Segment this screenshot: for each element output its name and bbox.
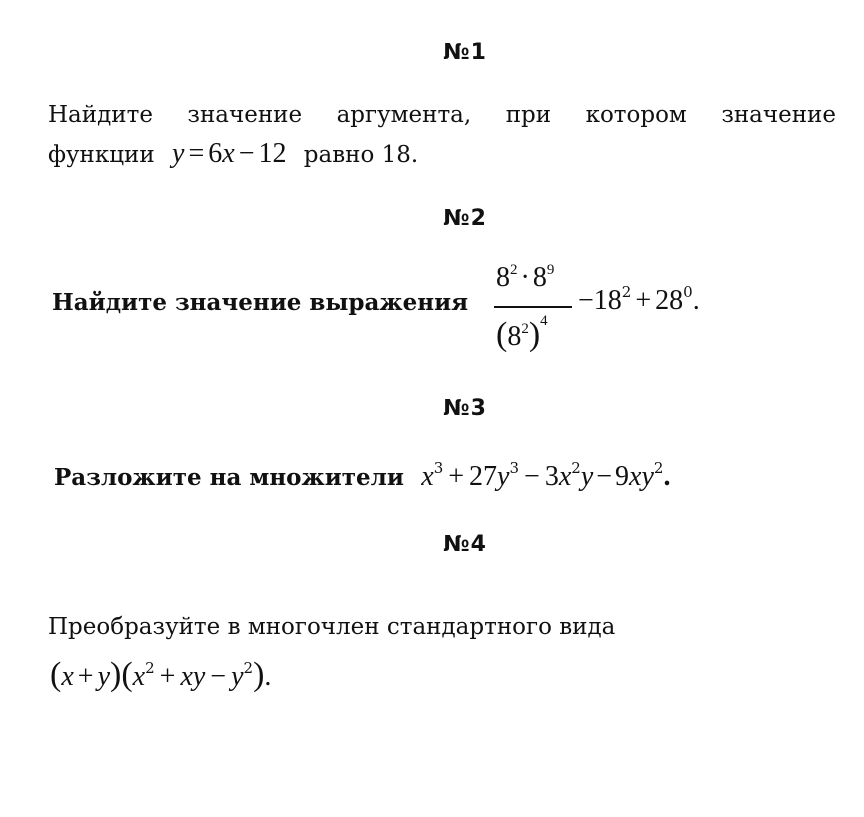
problem-1-number: №1 [443, 40, 487, 65]
num-exp-2: 9 [546, 262, 555, 278]
expr-x: x [629, 461, 642, 492]
tail-plus: + [635, 285, 652, 316]
problem-4-number: №4 [443, 532, 487, 557]
problem-1-word: Найдите [48, 102, 153, 128]
expr-paren: ( [121, 656, 133, 693]
expr-y: y [641, 461, 654, 492]
problem-1-formula [172, 138, 294, 169]
expr-y: y [497, 461, 510, 492]
formula-minus: − [238, 138, 255, 169]
expr-x: x [61, 661, 74, 692]
tail-base-2: 28 [655, 285, 684, 316]
problem-3-number: №3 [443, 396, 487, 421]
problem-1-word: котором [585, 102, 687, 128]
expr-x: x [132, 661, 146, 692]
fraction-numerator [496, 262, 554, 294]
expr-op: − [596, 461, 613, 492]
den-exp-inner: 2 [521, 321, 529, 337]
den-base: 8 [507, 321, 522, 352]
problem-3-expression [421, 459, 671, 492]
problem-1-line-1 [48, 102, 836, 128]
expr-coef: 3 [544, 461, 559, 492]
problem-4-text: Преобразуйте в многочлен стандартного вида [48, 614, 616, 640]
expr-exp: 2 [571, 459, 581, 477]
tail-period: . [692, 285, 700, 316]
den-open-paren: ( [496, 316, 508, 353]
expr-exp: 2 [145, 659, 155, 677]
num-dot: · [520, 262, 530, 293]
expr-op: + [448, 461, 465, 492]
expr-paren: ) [110, 656, 122, 693]
problem-3-text: Разложите на множители [54, 464, 404, 491]
den-close-paren: ) [528, 316, 541, 353]
num-base-1: 8 [496, 262, 510, 293]
problem-2-text: Найдите значение выражения [52, 289, 469, 316]
expr-period: . [264, 661, 272, 692]
expr-exp: 2 [653, 459, 664, 477]
formula-twelve: 12 [258, 138, 287, 169]
formula-eq: = [188, 138, 205, 169]
problem-1-word: при [505, 102, 552, 128]
expr-y: y [97, 661, 110, 692]
expr-xy: xy [180, 661, 206, 692]
tail-exp-2: 0 [683, 283, 693, 301]
den-exp-outer: 4 [540, 313, 548, 329]
expr-exp: 3 [433, 459, 444, 477]
tail-exp-1: 2 [621, 283, 632, 301]
fraction-denominator [496, 313, 548, 354]
fraction-bar [494, 306, 572, 308]
problem-1-line-2 [48, 138, 418, 170]
expr-x: x [421, 461, 434, 492]
expr-period: . [663, 461, 671, 492]
expr-op: − [210, 661, 227, 692]
expr-coef: 27 [469, 461, 498, 492]
tail-minus: − [578, 285, 594, 316]
expr-op: − [524, 461, 540, 492]
expr-op: + [77, 661, 94, 692]
problem-1-prefix: функции [48, 142, 155, 168]
formula-y: y [172, 138, 185, 169]
expr-paren: ) [253, 656, 265, 693]
num-exp-1: 2 [510, 262, 518, 278]
formula-six: 6 [208, 138, 223, 169]
expr-paren: ( [50, 656, 62, 693]
expr-y: y [580, 461, 594, 492]
problem-1-word: значение [721, 102, 836, 128]
problem-1-suffix: равно 18. [303, 142, 419, 168]
problem-2-number: №2 [443, 206, 487, 231]
problem-2-tail [578, 285, 700, 317]
problem-1-word: аргумента, [336, 102, 472, 128]
expr-exp: 2 [243, 659, 254, 677]
problem-2-fraction [494, 262, 574, 362]
problem-4-expression [50, 656, 271, 694]
expr-op: + [159, 661, 176, 692]
expr-y: y [231, 661, 244, 692]
expr-exp: 3 [509, 459, 520, 477]
tail-base-1: 18 [593, 285, 622, 316]
expr-coef: 9 [615, 461, 630, 492]
problem-1-word: значение [187, 102, 303, 128]
num-base-2: 8 [532, 262, 547, 293]
problem-3-line [54, 461, 670, 493]
formula-x: x [222, 138, 235, 169]
expr-x: x [558, 461, 572, 492]
